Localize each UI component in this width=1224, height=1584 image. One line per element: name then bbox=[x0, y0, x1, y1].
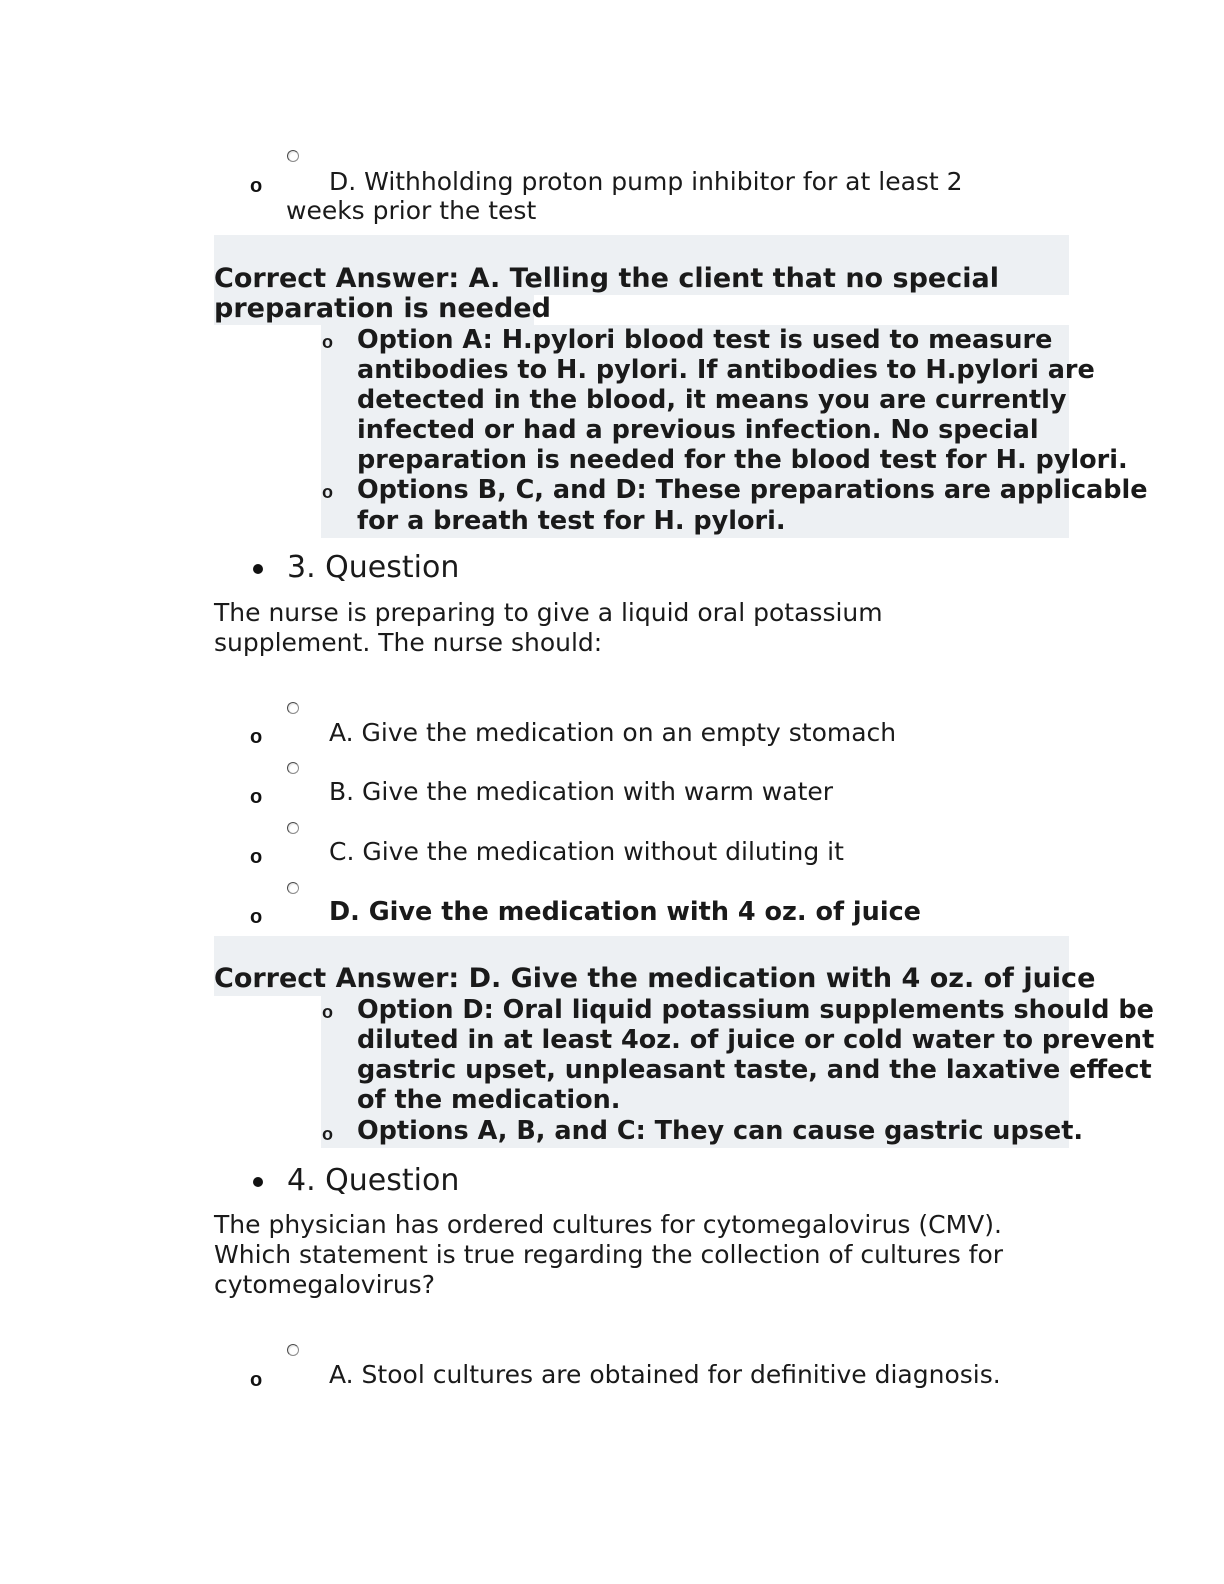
list-bullet: o bbox=[322, 332, 333, 352]
question-text: Which statement is true regarding the collection of cultures for bbox=[214, 1240, 1004, 1269]
question-text: cytomegalovirus? bbox=[214, 1270, 435, 1299]
list-bullet: o bbox=[322, 482, 333, 502]
radio-button[interactable] bbox=[287, 1344, 299, 1356]
question-bullet bbox=[253, 564, 263, 574]
radio-button[interactable] bbox=[287, 702, 299, 714]
question-heading: 4. Question bbox=[287, 1163, 460, 1198]
question-text: The physician has ordered cultures for cytomegalovirus (CMV). bbox=[214, 1210, 1002, 1239]
radio-button[interactable] bbox=[287, 150, 299, 162]
list-bullet: o bbox=[250, 906, 263, 928]
radio-button[interactable] bbox=[287, 762, 299, 774]
explanation-line: Options B, C, and D: These preparations are applicable bbox=[357, 475, 1148, 505]
question-bullet bbox=[253, 1177, 263, 1187]
explanation-line: infected or had a previous infection. No special bbox=[357, 415, 1039, 445]
explanation-line: antibodies to H. pylori. If antibodies to H.pylori are bbox=[357, 355, 1095, 385]
explanation-line: Options A, B, and C: They can cause gastric upset. bbox=[357, 1116, 1084, 1146]
list-bullet: o bbox=[322, 1002, 333, 1022]
radio-button[interactable] bbox=[287, 822, 299, 834]
explanation-line: diluted in at least 4oz. of juice or cold water to prevent bbox=[357, 1025, 1155, 1055]
question-text: supplement. The nurse should: bbox=[214, 628, 603, 657]
option-label[interactable]: D. Give the medication with 4 oz. of juice bbox=[329, 897, 921, 927]
option-label[interactable]: B. Give the medication with warm water bbox=[329, 777, 834, 806]
explanation-line: preparation is needed for the blood test for H. pylori. bbox=[357, 445, 1128, 475]
list-bullet: o bbox=[322, 1124, 333, 1144]
correct-answer-text: Correct Answer: A. Telling the client that no special bbox=[214, 263, 999, 294]
option-label[interactable]: A. Stool cultures are obtained for definitive diagnosis. bbox=[329, 1360, 1001, 1389]
correct-answer-text: preparation is needed bbox=[214, 293, 551, 324]
list-bullet: o bbox=[250, 1369, 263, 1391]
explanation-line: Option A: H.pylori blood test is used to measure bbox=[357, 325, 1053, 355]
radio-button[interactable] bbox=[287, 882, 299, 894]
explanation-line: for a breath test for H. pylori. bbox=[357, 506, 786, 536]
explanation-line: of the medication. bbox=[357, 1085, 621, 1115]
list-bullet: o bbox=[250, 175, 263, 197]
list-bullet: o bbox=[250, 726, 263, 748]
option-label[interactable]: A. Give the medication on an empty stomach bbox=[329, 718, 897, 747]
answer-panel bbox=[214, 936, 1069, 966]
explanation-line: gastric upset, unpleasant taste, and the laxative effect bbox=[357, 1055, 1152, 1085]
option-label[interactable]: C. Give the medication without diluting it bbox=[329, 837, 844, 866]
list-bullet: o bbox=[250, 846, 263, 868]
explanation-line: Option D: Oral liquid potassium supplements should be bbox=[357, 995, 1154, 1025]
question-heading: 3. Question bbox=[287, 550, 460, 585]
option-label[interactable]: D. Withholding proton pump inhibitor for at least 2 bbox=[329, 167, 963, 196]
option-label-continued: weeks prior the test bbox=[286, 196, 537, 225]
list-bullet: o bbox=[250, 786, 263, 808]
answer-panel bbox=[214, 235, 1069, 265]
correct-answer-text: Correct Answer: D. Give the medication with 4 oz. of juice bbox=[214, 963, 1096, 994]
question-text: The nurse is preparing to give a liquid oral potassium bbox=[214, 598, 883, 627]
explanation-line: detected in the blood, it means you are currently bbox=[357, 385, 1067, 415]
